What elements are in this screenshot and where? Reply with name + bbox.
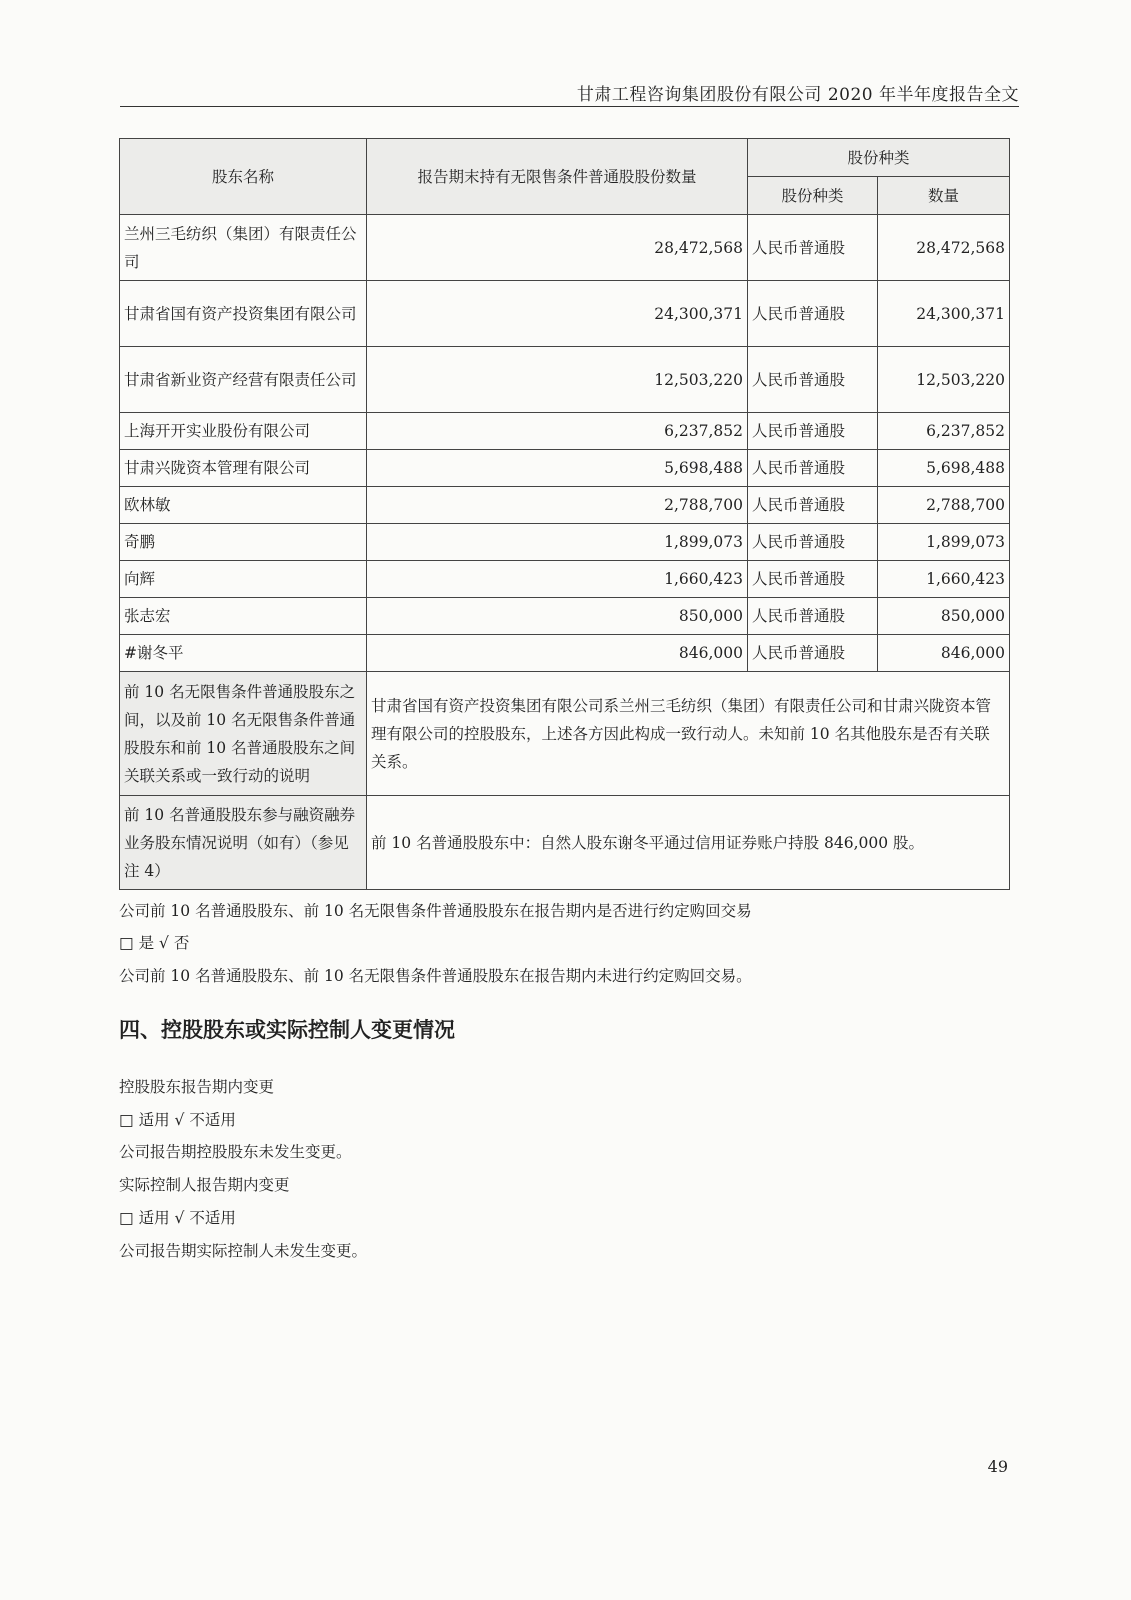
table-row: [120, 635, 1010, 672]
header-share-type-group: 股份种类: [748, 139, 1010, 177]
shareholder-name: 欧林敏: [120, 487, 367, 524]
table-row: [120, 598, 1010, 635]
buyback-answer: 公司前 10 名普通股股东、前 10 名无限售条件普通股股东在报告期内未进行约定购回交易。: [119, 967, 752, 985]
checkbox-empty-icon: □: [119, 1111, 134, 1129]
unrestricted-shares: 24,300,371: [367, 281, 748, 347]
share-quantity: 1,660,423: [878, 561, 1010, 598]
share-quantity: 24,300,371: [878, 281, 1010, 347]
shareholder-name: 奇鹏: [120, 524, 367, 561]
option-not-applicable-label: 不适用: [189, 1209, 236, 1227]
shareholder-name: 甘肃省国有资产投资集团有限公司: [120, 281, 367, 347]
table-row: [120, 215, 1010, 281]
margin-trading-label: 前 10 名普通股股东参与融资融券业务股东情况说明（如有）（参见注 4）: [120, 796, 367, 890]
checkmark-icon: √: [159, 934, 169, 952]
header-divider: [120, 106, 1019, 107]
share-quantity: 1,899,073: [878, 524, 1010, 561]
share-type: 人民币普通股: [748, 215, 878, 281]
checkbox-empty-icon: □: [119, 934, 134, 952]
checkmark-icon: √: [174, 1209, 185, 1227]
unrestricted-shares: 2,788,700: [367, 487, 748, 524]
related-parties-text: 甘肃省国有资产投资集团有限公司系兰州三毛纺织（集团）有限责任公司和甘肃兴陇资本管理有限公司的控股股东，上述各方因此构成一致行动人。未知前 10 名其他股东是否有关联关系。: [367, 672, 1010, 796]
header-share-type: 股份种类: [748, 177, 878, 215]
unrestricted-shares: 1,899,073: [367, 524, 748, 561]
checkbox-empty-icon: □: [119, 1209, 134, 1227]
shareholder-name: 甘肃兴陇资本管理有限公司: [120, 450, 367, 487]
margin-trading-text: 前 10 名普通股股东中：自然人股东谢冬平通过信用证券账户持股 846,000 股。: [367, 796, 1010, 890]
option-yes-label: 是: [138, 934, 155, 952]
unrestricted-shares: 1,660,423: [367, 561, 748, 598]
share-type: 人民币普通股: [748, 347, 878, 413]
controlling-shareholder-label: 控股股东报告期内变更: [119, 1078, 275, 1096]
unrestricted-shares: 5,698,488: [367, 450, 748, 487]
share-type: 人民币普通股: [748, 635, 878, 672]
share-quantity: 850,000: [878, 598, 1010, 635]
share-type: 人民币普通股: [748, 413, 878, 450]
unrestricted-shares: 6,237,852: [367, 413, 748, 450]
share-type: 人民币普通股: [748, 524, 878, 561]
share-quantity: 5,698,488: [878, 450, 1010, 487]
controlling-shareholder-text: 公司报告期控股股东未发生变更。: [119, 1143, 352, 1161]
share-type: 人民币普通股: [748, 487, 878, 524]
shareholder-name: 上海开开实业股份有限公司: [120, 413, 367, 450]
share-type: 人民币普通股: [748, 450, 878, 487]
report-header-title: 甘肃工程咨询集团股份有限公司 2020 年半年度报告全文: [576, 85, 1019, 105]
share-type: 人民币普通股: [748, 561, 878, 598]
shareholder-name: 张志宏: [120, 598, 367, 635]
option-applicable-label: 适用: [138, 1111, 170, 1129]
header-quantity: 数量: [878, 177, 1010, 215]
share-quantity: 846,000: [878, 635, 1010, 672]
header-unrestricted-shares: 报告期末持有无限售条件普通股股份数量: [367, 139, 748, 215]
table-row: [120, 450, 1010, 487]
option-applicable-label: 适用: [138, 1209, 170, 1227]
share-quantity: 12,503,220: [878, 347, 1010, 413]
actual-controller-text: 公司报告期实际控制人未发生变更。: [119, 1242, 368, 1260]
related-parties-row: [120, 672, 1010, 796]
table-row: [120, 524, 1010, 561]
unrestricted-shares: 28,472,568: [367, 215, 748, 281]
buyback-options: [119, 931, 189, 955]
table-row: [120, 347, 1010, 413]
unrestricted-shares: 850,000: [367, 598, 748, 635]
unrestricted-shares: 846,000: [367, 635, 748, 672]
shareholder-name: 向辉: [120, 561, 367, 598]
share-quantity: 2,788,700: [878, 487, 1010, 524]
header-shareholder-name: 股东名称: [120, 139, 367, 215]
section-title: 四、控股股东或实际控制人变更情况: [119, 1018, 455, 1042]
share-type: 人民币普通股: [748, 281, 878, 347]
option-no-label: 否: [173, 934, 190, 952]
share-type: 人民币普通股: [748, 598, 878, 635]
table-row: [120, 487, 1010, 524]
shareholder-name: #谢冬平: [120, 635, 367, 672]
actual-controller-label: 实际控制人报告期内变更: [119, 1176, 290, 1194]
share-quantity: 6,237,852: [878, 413, 1010, 450]
margin-trading-row: [120, 796, 1010, 890]
table-row: [120, 281, 1010, 347]
page-number: 49: [987, 1457, 1008, 1476]
actual-controller-options: [119, 1206, 236, 1230]
table-row: [120, 413, 1010, 450]
unrestricted-shares: 12,503,220: [367, 347, 748, 413]
checkmark-icon: √: [174, 1111, 185, 1129]
shareholder-name: 甘肃省新业资产经营有限责任公司: [120, 347, 367, 413]
option-not-applicable-label: 不适用: [189, 1111, 236, 1129]
related-parties-label: 前 10 名无限售条件普通股股东之间，以及前 10 名无限售条件普通股股东和前 10 名普通股股东之间关联关系或一致行动的说明: [120, 672, 367, 796]
shareholder-name: 兰州三毛纺织（集团）有限责任公司: [120, 215, 367, 281]
buyback-question: 公司前 10 名普通股股东、前 10 名无限售条件普通股股东在报告期内是否进行约定购回交易: [119, 902, 752, 920]
table-row: [120, 561, 1010, 598]
controlling-options: [119, 1108, 236, 1132]
share-quantity: 28,472,568: [878, 215, 1010, 281]
shareholder-table: [119, 138, 1010, 890]
